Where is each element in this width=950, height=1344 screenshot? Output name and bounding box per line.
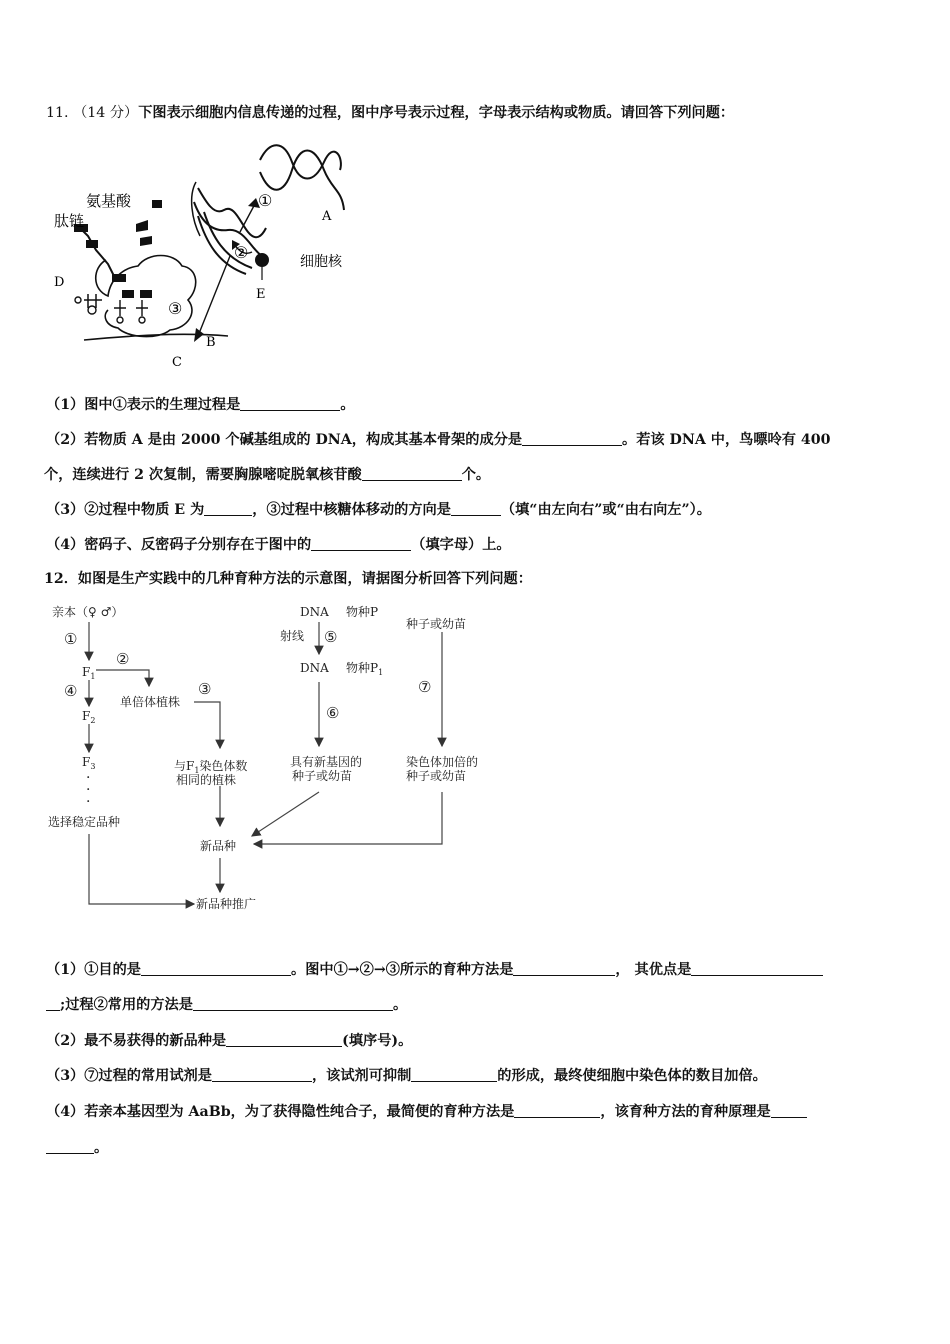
label-c: C [172, 355, 182, 370]
dot-1: · [86, 770, 91, 786]
label-f1: $F_1$ [82, 665, 96, 681]
dot-3: · [86, 794, 91, 810]
answer-blank[interactable] [204, 501, 252, 516]
answer-blank[interactable] [411, 1067, 497, 1082]
label-amino-acid: 氨基酸 [86, 192, 132, 210]
label-f3: $F_3$ [82, 755, 96, 771]
arrow-gene-new [252, 792, 319, 836]
label-p1: 物种P [346, 605, 379, 619]
label-circled-2: ② [234, 243, 249, 262]
q11-part1: （1）图中①表示的生理过程是 。 [46, 397, 355, 413]
label-d: D [54, 275, 65, 290]
q12-stem: 12．如图是生产实践中的几种育种方法的示意图，请据图分析回答下列问题： [44, 571, 532, 587]
answer-blank[interactable] [514, 1103, 600, 1118]
label-c2: ② [116, 650, 130, 668]
arrow-2 [96, 670, 149, 686]
label-circled-1: ① [258, 191, 273, 210]
q12-part1-line2: ;过程②常用的方法是 。 [46, 995, 910, 1015]
label-promote: 新品种推广 [196, 897, 257, 910]
q12-part3: （3）⑦过程的常用试剂是 ，该试剂可抑制 的形成，最终使细胞中染色体的数目加倍。 [46, 1068, 767, 1084]
label-same2: 相同的植株 [176, 773, 237, 787]
answer-blank[interactable] [451, 501, 501, 516]
label-seed: 种子或幼苗 [406, 617, 467, 631]
label-parent: 亲本（♀ ♂） [52, 605, 124, 619]
label-b: B [206, 335, 216, 350]
answer-blank[interactable] [226, 1032, 342, 1047]
dna-strand-1 [260, 145, 341, 178]
answer-blank[interactable] [46, 1139, 94, 1154]
arrow-3 [194, 702, 220, 748]
label-c3: ③ [198, 680, 212, 698]
q11-stem: 11. （14 分）下图表示细胞内信息传递的过程，图中序号表示过程，字母表示结构或物质。请回答下列问题： [46, 105, 735, 121]
label-dna2: DNA [300, 661, 329, 675]
arrow-to-b [198, 256, 230, 336]
q12-part4-line2: 。 [46, 1138, 910, 1158]
q11-part3: （3）②过程中物质 E 为 ，③过程中核糖体移动的方向是 （填“由左向右”或“由右向左”）。 [46, 502, 711, 518]
label-new-variety: 新品种 [200, 839, 237, 853]
label-p2: 物种$P_1$ [346, 661, 384, 677]
label-c6: ⑥ [326, 704, 340, 722]
amino-acid-block [152, 200, 162, 208]
q12-figure [44, 600, 504, 910]
label-double1: 染色体加倍的 [406, 755, 479, 769]
label-nucleus: 细胞核 [300, 254, 342, 270]
answer-blank[interactable] [362, 466, 462, 481]
q12-part2: （2）最不易获得的新品种是 (填序号)。 [46, 1033, 413, 1049]
answer-blank[interactable] [46, 996, 60, 1011]
label-f2: $F_2$ [82, 709, 96, 725]
answer-blank[interactable] [522, 431, 622, 446]
label-a: A [322, 209, 332, 224]
label-newgene2: 种子或幼苗 [292, 769, 353, 783]
q12-part4-line1: （4）若亲本基因型为 AaBb，为了获得隐性纯合子，最简便的育种方法是 ，该育种方法的育种原理是 [46, 1102, 910, 1122]
label-select: 选择稳定品种 [48, 815, 121, 829]
label-c5: ⑤ [324, 628, 338, 646]
q12-part1-line1: （1）①目的是 。图中①→②→③所示的育种方法是 ， 其优点是 [46, 960, 910, 980]
arrowhead-b [194, 328, 204, 342]
label-circled-3: ③ [168, 299, 183, 318]
answer-blank[interactable] [513, 961, 615, 976]
answer-blank[interactable] [141, 961, 291, 976]
label-double2: 种子或幼苗 [406, 769, 467, 783]
label-dna1: DNA [300, 605, 329, 619]
answer-blank[interactable] [311, 536, 411, 551]
dna-strand-2 [260, 151, 344, 211]
answer-blank[interactable] [212, 1067, 312, 1082]
label-e: E [256, 287, 266, 302]
label-c1: ① [64, 630, 78, 648]
arrow-double-new [254, 792, 442, 844]
arrow-promote [89, 834, 194, 904]
label-c4: ④ [64, 682, 78, 700]
label-same1: 与$F_1$染色体数 [174, 759, 248, 775]
answer-blank[interactable] [240, 396, 340, 411]
answer-blank[interactable] [193, 996, 393, 1011]
q11-part4: （4）密码子、反密码子分别存在于图中的 （填字母）上。 [46, 537, 511, 553]
label-ray: 射线 [280, 629, 305, 643]
label-peptide: 肽链 [54, 212, 85, 230]
label-newgene1: 具有新基因的 [290, 755, 363, 769]
answer-blank[interactable] [691, 961, 823, 976]
label-haploid: 单倍体植株 [120, 695, 181, 709]
q11-part2-line1: （2）若物质 A 是由 2000 个碱基组成的 DNA，构成其基本骨架的成分是 。若该 DNA 中，鸟嘌呤有 400 [46, 432, 831, 448]
q11-figure [48, 140, 348, 370]
label-c7: ⑦ [418, 678, 432, 696]
enzyme-e [255, 253, 269, 267]
dot-2: · [86, 782, 91, 798]
answer-blank[interactable] [771, 1103, 807, 1118]
q11-part2-line2: 个，连续进行 2 次复制，需要胸腺嘧啶脱氧核苷酸 个。 [44, 467, 491, 483]
